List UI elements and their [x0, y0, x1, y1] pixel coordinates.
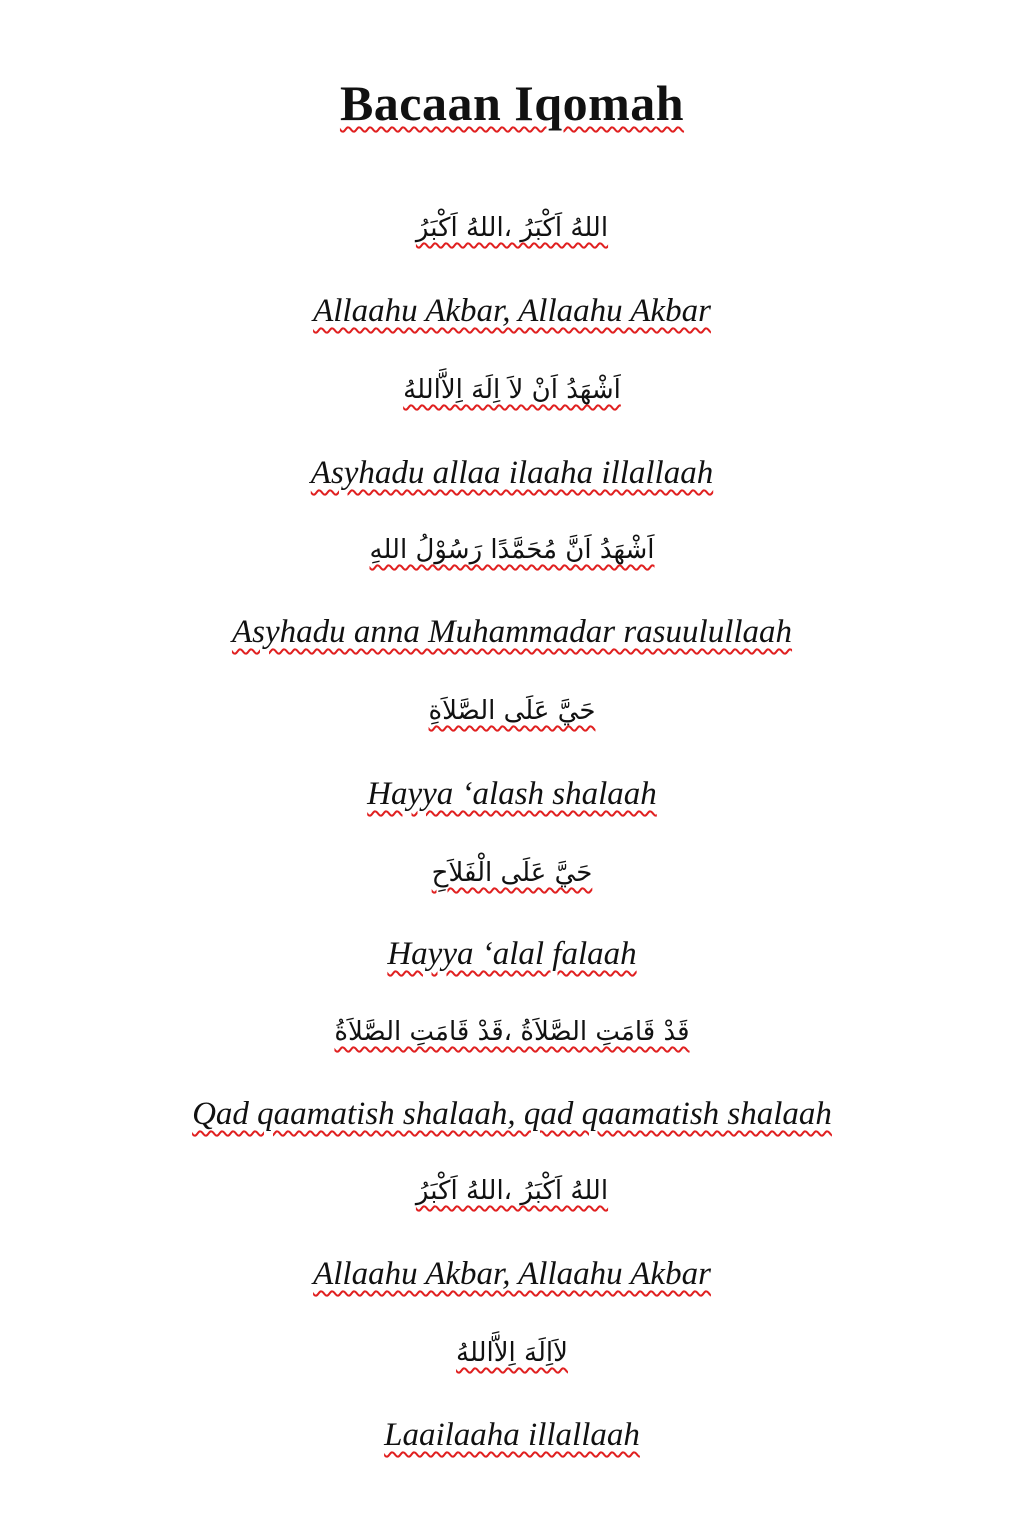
arabic-text: اَشْهَدُ اَنَّ مُحَمَّدًا رَسُوْلُ اللهِ — [369, 535, 655, 565]
transliteration-text: Hayya ‘alash shalaah — [367, 776, 657, 812]
transliteration-text: Allaahu Akbar, Allaahu Akbar — [313, 293, 711, 329]
latin-line-7 — [0, 1252, 1024, 1296]
arabic-text: لاَاِلَهَ اِلاَّاللهُ — [456, 1338, 568, 1368]
arabic-line-7 — [0, 1171, 1024, 1211]
latin-line-2 — [0, 451, 1024, 495]
transliteration-text: Hayya ‘alal falaah — [387, 936, 637, 972]
transliteration-text: Allaahu Akbar, Allaahu Akbar — [313, 1256, 711, 1292]
arabic-line-3 — [0, 530, 1024, 570]
arabic-text: اللهُ اَكْبَرُ ،اللهُ اَكْبَرُ — [415, 1176, 609, 1206]
latin-line-3 — [0, 610, 1024, 654]
transliteration-text: Asyhadu anna Muhammadar rasuulullaah — [231, 614, 793, 650]
latin-line-5 — [0, 932, 1024, 976]
latin-line-8 — [0, 1413, 1024, 1457]
document-title — [0, 68, 1024, 138]
transliteration-text: Asyhadu allaa ilaaha illallaah — [310, 455, 714, 491]
arabic-text: اَشْهَدُ اَنْ لاَ اِلَهَ اِلاَّاللهُ — [403, 375, 621, 405]
arabic-text: اللهُ اَكْبَرُ ،اللهُ اَكْبَرُ — [415, 213, 609, 243]
arabic-text: حَيَّ عَلَى الْفَلاَحِ — [431, 858, 593, 888]
latin-line-4 — [0, 772, 1024, 816]
transliteration-text: Qad qaamatish shalaah, qad qaamatish shalaah — [192, 1096, 832, 1132]
latin-line-6 — [0, 1092, 1024, 1136]
arabic-line-2 — [0, 370, 1024, 410]
arabic-line-5 — [0, 853, 1024, 893]
arabic-line-4 — [0, 691, 1024, 731]
arabic-line-6 — [0, 1012, 1024, 1052]
arabic-line-8 — [0, 1333, 1024, 1373]
title-text: Bacaan Iqomah — [339, 75, 685, 131]
arabic-line-1 — [0, 208, 1024, 248]
transliteration-text: Laailaaha illallaah — [384, 1417, 640, 1453]
arabic-text: حَيَّ عَلَى الصَّلاَةِ — [428, 696, 596, 726]
latin-line-1 — [0, 289, 1024, 333]
arabic-text: قَدْ قَامَتِ الصَّلاَةُ ،قَدْ قَامَتِ الصَّلاَةُ — [334, 1017, 690, 1047]
